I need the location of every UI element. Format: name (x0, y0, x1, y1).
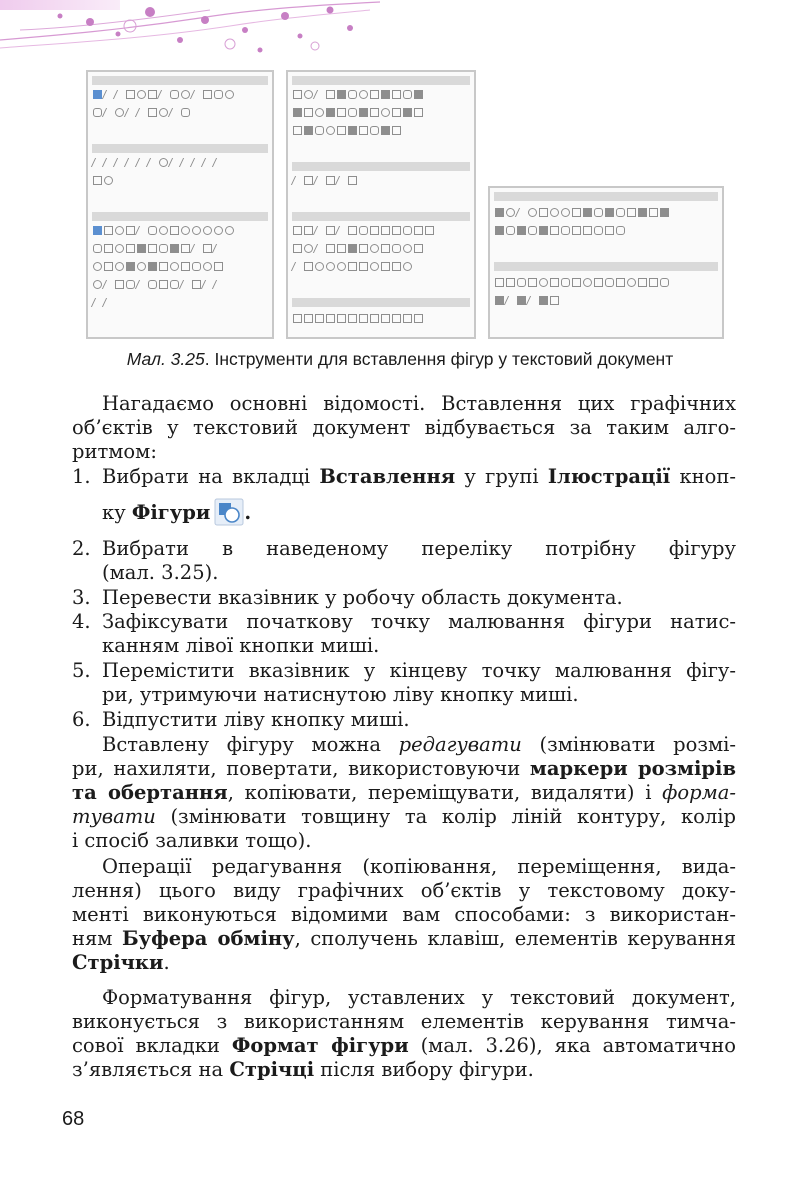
panel-section-header (92, 212, 268, 221)
ops-line-3: менті виконуються відомими вам способами: з використан- (72, 903, 736, 926)
shapes-button-icon (214, 498, 244, 526)
intro-line-2: об’єктів у текстовий документ відбувається за таким алго- (72, 416, 736, 439)
figure-caption-text: . Інструменти для вставлення фігур у текстовий документ (204, 349, 674, 369)
text-run: (мал. 3.26), яка автоматично (408, 1034, 736, 1057)
ops-line-2: лення) цього виду графічних об’єктів у текстовому доку- (72, 879, 736, 902)
panel-section-header (92, 144, 268, 153)
shapes-gallery-figure (0, 70, 800, 340)
term-bold: Стрічки (72, 951, 164, 974)
ui-term: Фігури (131, 501, 211, 524)
decorative-branch-icon (0, 0, 380, 60)
ops-line-4 (72, 927, 736, 951)
text-run: ку (102, 501, 132, 524)
step-text: Перемістити вказівник у кінцеву точку малювання фігу- (102, 659, 736, 682)
shapes-panel-arrows-formula (286, 70, 476, 339)
term-italic: форма- (662, 781, 736, 804)
step-text (102, 465, 736, 489)
text-run: Вибрати на вкладці (102, 465, 320, 488)
step-number: 5. (72, 659, 91, 682)
term-italic: редагувати (398, 733, 522, 756)
edit-line-2 (72, 757, 736, 781)
step-text: Перевести вказівник у робочу область документа. (102, 586, 623, 609)
edit-line-4 (72, 805, 736, 829)
figure-label: Мал. 3.25 (126, 349, 205, 369)
step-number: 2. (72, 537, 91, 560)
step-number: 6. (72, 708, 91, 731)
panel-section-header (92, 76, 268, 85)
edit-line-3 (72, 781, 736, 805)
figure-caption (0, 349, 800, 370)
panel-section-header (292, 212, 470, 221)
text-run: Вставлену фігуру можна (102, 733, 399, 756)
text-run: (змінювати розмі- (521, 733, 736, 756)
step-number: 4. (72, 610, 91, 633)
ui-term: Вставлення (319, 465, 456, 488)
ui-term: Ілюстрації (547, 465, 671, 488)
term-bold: маркери розмірів (529, 757, 736, 780)
panel-section-header (292, 76, 470, 85)
step-text: Вибрати в наведеному переліку потрібну фігуру (102, 537, 736, 560)
panel-section-header (292, 298, 470, 307)
text-run: , копіювати, переміщувати, видаляти) і (227, 781, 663, 804)
term-bold: Формат фігури (231, 1034, 409, 1057)
step-text (102, 498, 736, 526)
shapes-panel-recent-basic (86, 70, 274, 339)
ops-line-5 (72, 951, 736, 975)
shapes-panel-stars-callouts (488, 186, 724, 339)
ops-line-1: Операції редагування (копіювання, переміщення, вида- (102, 855, 736, 878)
step-text: (мал. 3.25). (102, 561, 219, 584)
text-run: . (163, 951, 170, 974)
step-text: канням лівої кнопки миші. (102, 634, 380, 657)
panel-section-header (494, 262, 718, 271)
edit-line-1 (72, 733, 736, 757)
format-line-4 (72, 1058, 736, 1082)
step-number: 3. (72, 586, 91, 609)
text-run: . (244, 501, 252, 524)
text-run: після вибору фігури. (314, 1058, 534, 1081)
edit-line-5: і спосіб заливки тощо). (72, 829, 312, 852)
term-bold: Стрічці (229, 1058, 315, 1081)
panel-section-header (292, 162, 470, 171)
term-bold: та обертання (72, 781, 228, 804)
format-line-2: виконується з використанням елементів керування тимча- (72, 1010, 736, 1033)
step-number: 1. (72, 465, 91, 488)
intro-line-1: Нагадаємо основні відомості. Вставлення цих графічних (102, 392, 736, 415)
text-run: у групі (455, 465, 548, 488)
term-bold: Буфера обміну (122, 927, 295, 950)
page-number: 68 (62, 1108, 85, 1130)
text-run: сової вкладки (72, 1034, 232, 1057)
format-line-1: Форматування фігур, уставлених у текстовий документ, (102, 986, 736, 1009)
text-run: з’являється на (72, 1058, 230, 1081)
text-run: , сполучень клавіш, елементів керування (294, 927, 737, 950)
format-line-3 (72, 1034, 736, 1058)
term-italic: тувати (72, 805, 156, 828)
text-run: ням (72, 927, 122, 950)
text-run: кноп- (670, 465, 736, 488)
intro-line-3: ритмом: (72, 440, 157, 463)
text-run: ри, нахиляти, повертати, використовуючи (72, 757, 530, 780)
text-run: (змінювати товщину та колір ліній контуру, колір (155, 805, 736, 828)
step-text: Відпустити ліву кнопку миші. (102, 708, 410, 731)
step-text: ри, утримуючи натиснутою ліву кнопку миші. (102, 683, 579, 706)
step-text: Зафіксувати початкову точку малювання фігури натис- (102, 610, 736, 633)
panel-section-header (494, 192, 718, 201)
